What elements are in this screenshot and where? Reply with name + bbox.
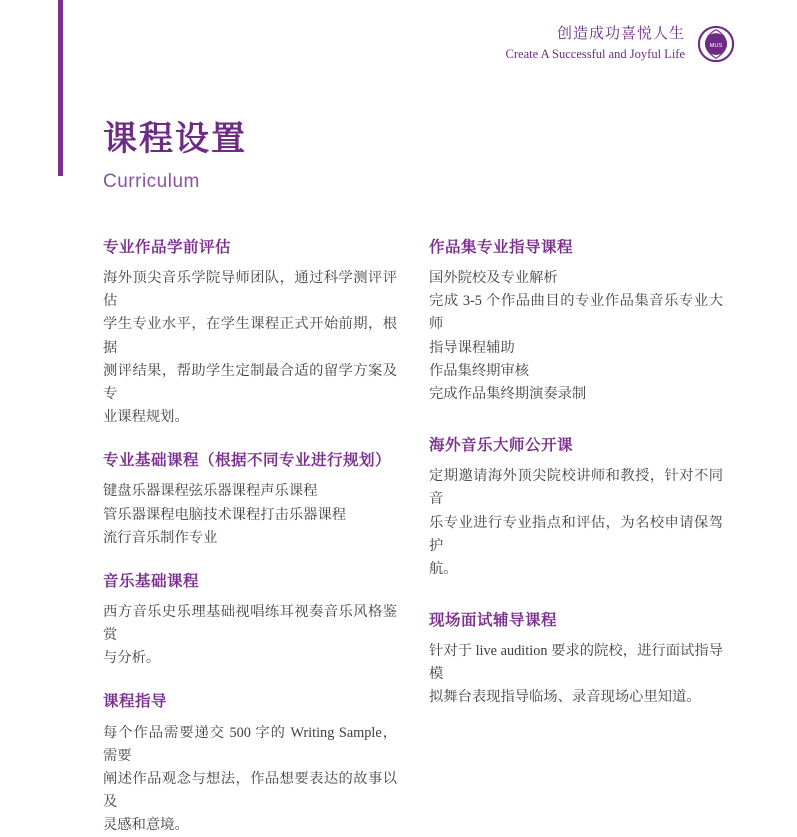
section-body-line: 阐述作品观念与想法，作品想要表达的故事以及 [103, 770, 397, 811]
section-body-line: 乐专业进行专业指点和评估，为名校申请保驾护 [429, 514, 723, 554]
page-title-block [103, 120, 247, 193]
section-body-line: 键盘乐器课程弦乐器课程声乐课程 [103, 483, 318, 500]
left-column [103, 238, 397, 837]
section-body-line: 国外院校及专业解析 [429, 270, 558, 287]
section-body-line: 拟舞台表现指导临场、录音现场心里知道。 [429, 689, 701, 706]
page-subtitle: Curriculum [103, 171, 200, 193]
section-heading: 专业基础课程（根据不同专业进行规划） [103, 452, 392, 470]
section-body [103, 722, 397, 837]
section-body-line: 定期邀请海外顶尖院校讲师和教授，针对不同音 [429, 468, 723, 508]
section-heading: 音乐基础课程 [103, 572, 200, 590]
brand-header [506, 24, 735, 63]
section-heading: 海外音乐大师公开课 [429, 437, 574, 455]
curriculum-section [429, 611, 723, 710]
curriculum-section [103, 692, 397, 837]
curriculum-section [429, 436, 723, 581]
section-body-line: 西方音乐史乐理基础视唱练耳视奏音乐风格鉴赏 [103, 603, 397, 644]
section-body-line: 灵感和意境。 [103, 817, 189, 834]
section-body-line: 完成作品集终期演奏录制 [429, 385, 587, 402]
section-body [429, 267, 723, 406]
section-body-line: 业课程规划。 [103, 409, 189, 426]
section-body-line: 流行音乐制作专业 [103, 529, 218, 546]
curriculum-section [103, 451, 397, 550]
section-body-line: 海外顶尖音乐学院导师团队，通过科学测评评估 [103, 270, 397, 310]
page-title: 课程设置 [103, 121, 247, 158]
section-body [103, 267, 397, 429]
curriculum-section [429, 238, 723, 406]
section-body-line: 针对于 live audition 要求的院校，进行面试指导模 [429, 643, 723, 683]
section-body [429, 640, 723, 709]
section-body-line: 管乐器课程电脑技术课程打击乐器课程 [103, 506, 347, 523]
brand-slogan-cn: 创造成功喜悦人生 [556, 26, 685, 42]
section-body-line: 与分析。 [103, 650, 161, 667]
section-body-line: 完成 3-5 个作品曲目的专业作品集音乐专业大师 [429, 293, 723, 333]
curriculum-section [103, 572, 397, 671]
curriculum-section [103, 238, 397, 429]
right-column [429, 238, 723, 837]
section-body [429, 465, 723, 581]
section-heading: 现场面试辅导课程 [429, 612, 558, 629]
section-body-line: 航。 [429, 560, 458, 577]
section-heading: 专业作品学前评估 [103, 239, 232, 256]
section-body-line: 学生专业水平，在学生课程正式开始前期，根据 [103, 316, 397, 356]
accent-bar [58, 0, 63, 176]
section-heading: 课程指导 [103, 693, 168, 711]
section-body-line: 每个作品需要递交 500 字的 Writing Sample，需要 [103, 724, 397, 764]
brand-slogan-en: Create A Successful and Joyful Life [505, 47, 685, 62]
section-body-line: 指导课程辅助 [429, 339, 515, 356]
section-body-line: 作品集终期审核 [429, 362, 530, 379]
brand-slogan [506, 24, 685, 63]
laurel-seal-logo-icon [697, 25, 735, 63]
section-body [103, 480, 397, 549]
section-body [103, 601, 397, 670]
svg-text:MUS: MUS [709, 42, 723, 49]
content-columns [103, 238, 723, 837]
section-heading: 作品集专业指导课程 [429, 239, 574, 256]
section-body-line: 测评结果，帮助学生定制最合适的留学方案及专 [103, 362, 397, 402]
